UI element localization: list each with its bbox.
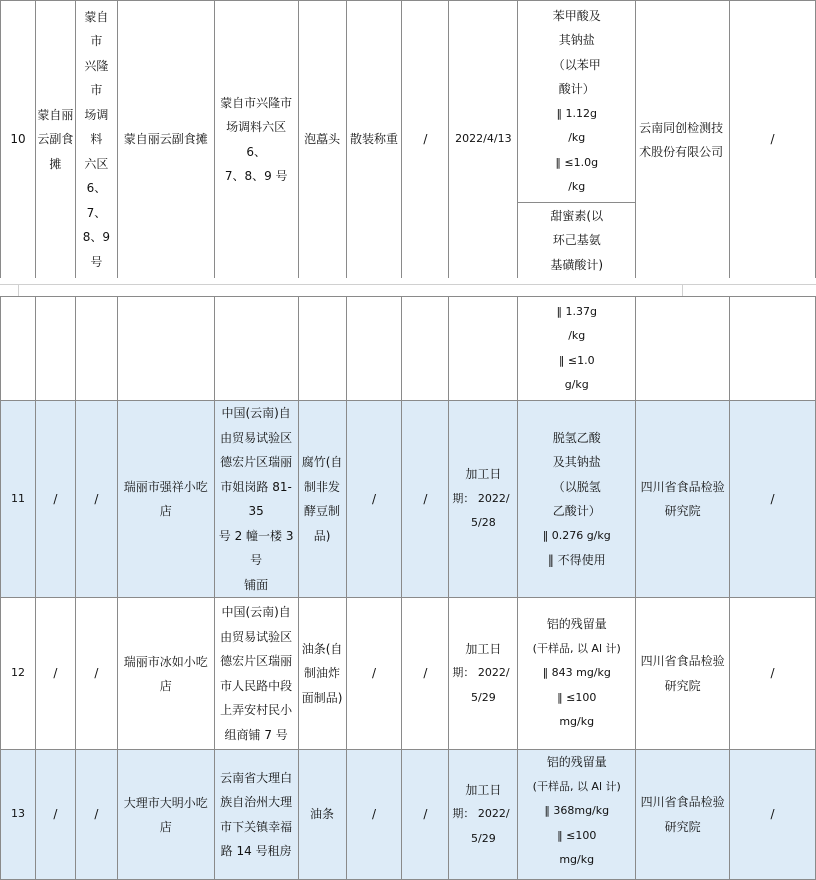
row10-item-cyclamate-result: ‖ 1.37g /kg ‖ ≤1.0 g/kg (518, 297, 636, 401)
row10-name-short: 蒙自丽 云副食 摊 (35, 1, 75, 279)
table-row (1, 1, 816, 203)
row13-col3: / (75, 750, 117, 880)
table-row (1, 598, 816, 750)
results-table-part2 (0, 296, 816, 880)
row12-note: / (730, 598, 816, 750)
row12-spec: / (346, 598, 402, 750)
row12-producer-address: 中国(云南)自 由贸易试验区 德宏片区瑞丽 市人民路中段 上弄安村民小 组商铺 7 号 (214, 598, 298, 750)
row13-test-org: 四川省食品检验 研究院 (636, 750, 730, 880)
row10-producer-address: 蒙自市兴隆市 场调料六区 6、 7、8、9 号 (214, 1, 298, 279)
row12-producer-name: 瑞丽市冰如小吃店 (117, 598, 214, 750)
row13-date: 加工日 期： 2022/ 5/29 (449, 750, 518, 880)
row11-item: 脱氢乙酸 及其钠盐 （以脱氢 乙酸计） ‖ 0.276 g/kg ‖ 不得使用 (518, 401, 636, 598)
row10-producer-name: 蒙自丽云副食摊 (117, 1, 214, 279)
row11-brand: / (402, 401, 449, 598)
table-row (1, 297, 816, 401)
row13-spec: / (346, 750, 402, 880)
page-break (0, 278, 816, 296)
row13-brand: / (402, 750, 449, 880)
table-row (1, 401, 816, 598)
row13-col2: / (35, 750, 75, 880)
row10-test-org: 云南同创检测技术股份有限公司 (636, 1, 730, 279)
row11-note: / (730, 401, 816, 598)
row10-num: 10 (1, 1, 36, 279)
row11-date: 加工日 期： 2022/ 5/28 (449, 401, 518, 598)
row13-item: 铝的残留量 (干样品, 以 Al 计) ‖ 368mg/kg ‖ ≤100 mg/kg (518, 750, 636, 880)
row11-col2: / (35, 401, 75, 598)
row13-note: / (730, 750, 816, 880)
row11-food-name: 腐竹(自 制非发 酵豆制 品) (298, 401, 346, 598)
results-table-part1 (0, 0, 816, 279)
row10-note: / (730, 1, 816, 279)
row10-address-short: 蒙自市 兴隆市 场调料 六区 6、 7、8、9 号 (75, 1, 117, 279)
row13-num: 13 (1, 750, 36, 880)
row10-date: 2022/4/13 (449, 1, 518, 279)
row12-date: 加工日 期： 2022/ 5/29 (449, 598, 518, 750)
row12-col2: / (35, 598, 75, 750)
row10-item-benzoic: 苯甲酸及 其钠盐 （以苯甲 酸计） ‖ 1.12g /kg ‖ ≤1.0g /kg (518, 1, 636, 203)
row11-num: 11 (1, 401, 36, 598)
row13-producer-name: 大理市大明小吃店 (117, 750, 214, 880)
row12-brand: / (402, 598, 449, 750)
row11-producer-name: 瑞丽市强祥小吃店 (117, 401, 214, 598)
row11-producer-address: 中国(云南)自 由贸易试验区 德宏片区瑞丽 市姐岗路 81-35 号 2 幢一楼 3 号 铺面 (214, 401, 298, 598)
row13-food-name: 油条 (298, 750, 346, 880)
row11-col3: / (75, 401, 117, 598)
row11-test-org: 四川省食品检验 研究院 (636, 401, 730, 598)
row10-brand: / (402, 1, 449, 279)
row12-food-name: 油条(自 制油炸 面制品) (298, 598, 346, 750)
row10-item-cyclamate: 甜蜜素(以 环己基氨 基磺酸计) (518, 203, 636, 279)
row13-producer-address: 云南省大理白 族自治州大理 市下关镇幸福 路 14 号租房 (214, 750, 298, 880)
row12-item: 铝的残留量 (干样品, 以 Al 计) ‖ 843 mg/kg ‖ ≤100 mg/kg (518, 598, 636, 750)
row10-food-name: 泡藠头 (298, 1, 346, 279)
table-row (1, 750, 816, 880)
row10-spec: 散装称重 (346, 1, 402, 279)
row12-num: 12 (1, 598, 36, 750)
row11-spec: / (346, 401, 402, 598)
row12-col3: / (75, 598, 117, 750)
page-break-mark-left (18, 284, 19, 296)
row12-test-org: 四川省食品检验 研究院 (636, 598, 730, 750)
